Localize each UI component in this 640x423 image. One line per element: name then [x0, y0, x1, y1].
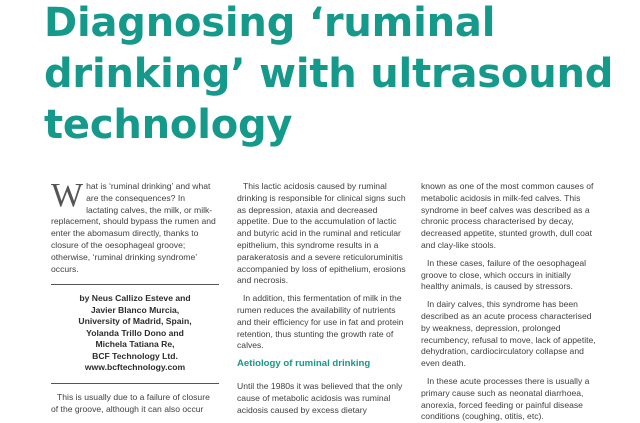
byline-line: BCF Technology Ltd.: [92, 350, 178, 361]
section-subheading: Aetiology of ruminal drinking: [237, 358, 371, 369]
intro-text: hat is ‘ruminal drinking’ and what are the consequences? In lactating calves, the milk, or milk-replacement, should bypass the rumen and enter the abomasum directly, thanks to closure of the oesophageal groove; otherwise, ‘ruminal drinking syndrome’ occurs.: [51, 181, 216, 274]
byline-bottom-rule: [51, 383, 219, 384]
article-title: Diagnosing ‘ruminal drinking’ with ultrasound technology: [44, 0, 614, 148]
body-paragraph: In dairy calves, this syndrome has been described as an acute process characterised by weakness, depression, prolonged recumbency, refusal to move, lack of appetite, dehydration, cardiocirculatory collapse and even death.: [421, 299, 596, 369]
column-two: [237, 181, 409, 352]
byline-line: Michela Tatiana Re,: [95, 339, 175, 349]
intro-column: [51, 177, 219, 275]
byline-website: www.bcftechnology.com: [84, 362, 186, 372]
body-paragraph: This lactic acidosis caused by ruminal drinking is responsible for clinical signs such as depression, ataxia and decreased appetite. Due to the accumulation of lactic and butyric acid in the ruminal and reticular epithelium, this syndrome results in a parakeratosis and a severe reticuloruminitis accompanied by loss of epithelium, erosions and necrosis.: [237, 181, 406, 286]
byline-top-rule: [51, 284, 219, 285]
byline-line: Javier Blanco Murcia,: [90, 304, 180, 315]
byline-line: University of Madrid, Spain,: [78, 316, 192, 326]
body-paragraph: In these acute processes there is usually a primary cause such as neonatal diarrhoea, anorexia, forced feeding or painful disease conditions (coughing, otitis, etc).: [421, 375, 590, 422]
drop-cap: W: [51, 177, 84, 214]
byline-line: by Neus Callizo Esteve and: [79, 293, 191, 303]
byline-line: Yolanda Trillo Dono and: [86, 327, 184, 338]
body-paragraph: known as one of the most common causes of metabolic acidosis in milk-fed calves. This syndrome in beef calves was described as a chronic process characterised by decay, decreased appetite, stunted growth, dull coat and clay-like stools.: [421, 181, 594, 250]
column-one-continuation: [51, 392, 219, 416]
body-paragraph: Until the 1980s it was believed that the only cause of metabolic acidosis was ruminal acidosis caused by excess dietary: [237, 381, 403, 415]
author-byline: [51, 293, 219, 374]
column-three: [421, 181, 601, 423]
body-paragraph: This is usually due to a failure of closure of the groove, although it can also occur: [51, 392, 210, 414]
column-two-continuation: [237, 381, 409, 416]
body-paragraph: In addition, this fermentation of milk in the rumen reduces the availability of nutrients and their efficiency for use in fat and protein retention, thus stunting the growth rate of calves.: [237, 293, 404, 351]
body-paragraph: In these cases, failure of the oesophageal groove to close, which occurs in initially healthy animals, is caused by stressors.: [421, 257, 587, 292]
intro-paragraph: [51, 177, 219, 275]
